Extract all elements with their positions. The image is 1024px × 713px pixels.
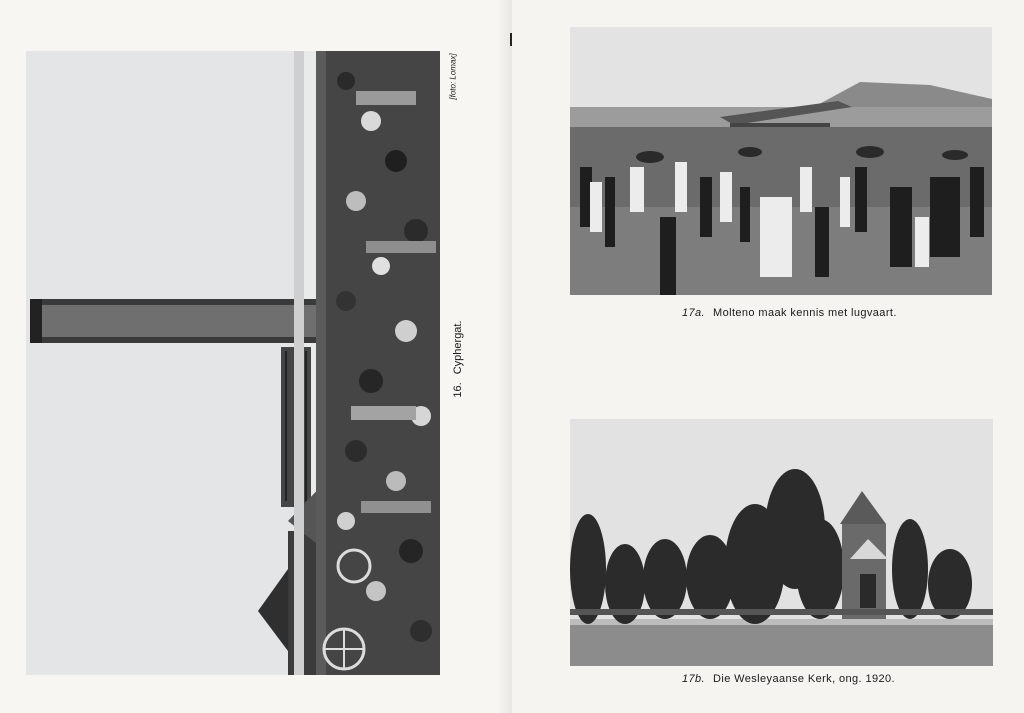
figure-17b-caption xyxy=(682,673,895,685)
figure-16-caption xyxy=(452,299,464,419)
figure-caption-text: Die Wesleyaanse Kerk, ong. 1920. xyxy=(713,673,895,685)
figure-number: 16. xyxy=(452,382,464,398)
figure-caption-text: Molteno maak kennis met lugvaart. xyxy=(713,307,897,319)
photo-cyphergat xyxy=(26,51,440,675)
figure-number: 17b. xyxy=(682,673,706,685)
figure-17a-caption xyxy=(682,307,897,319)
photo-molteno-aviation xyxy=(570,27,992,295)
figure-caption-text: Cyphergat. xyxy=(452,320,464,375)
figure-number: 17a. xyxy=(682,307,706,319)
photo-credit-text: [foto: Lomax] xyxy=(448,53,458,100)
photo-wesleyan-church xyxy=(570,419,993,666)
photo-credit xyxy=(449,42,458,112)
right-page xyxy=(512,0,1024,713)
